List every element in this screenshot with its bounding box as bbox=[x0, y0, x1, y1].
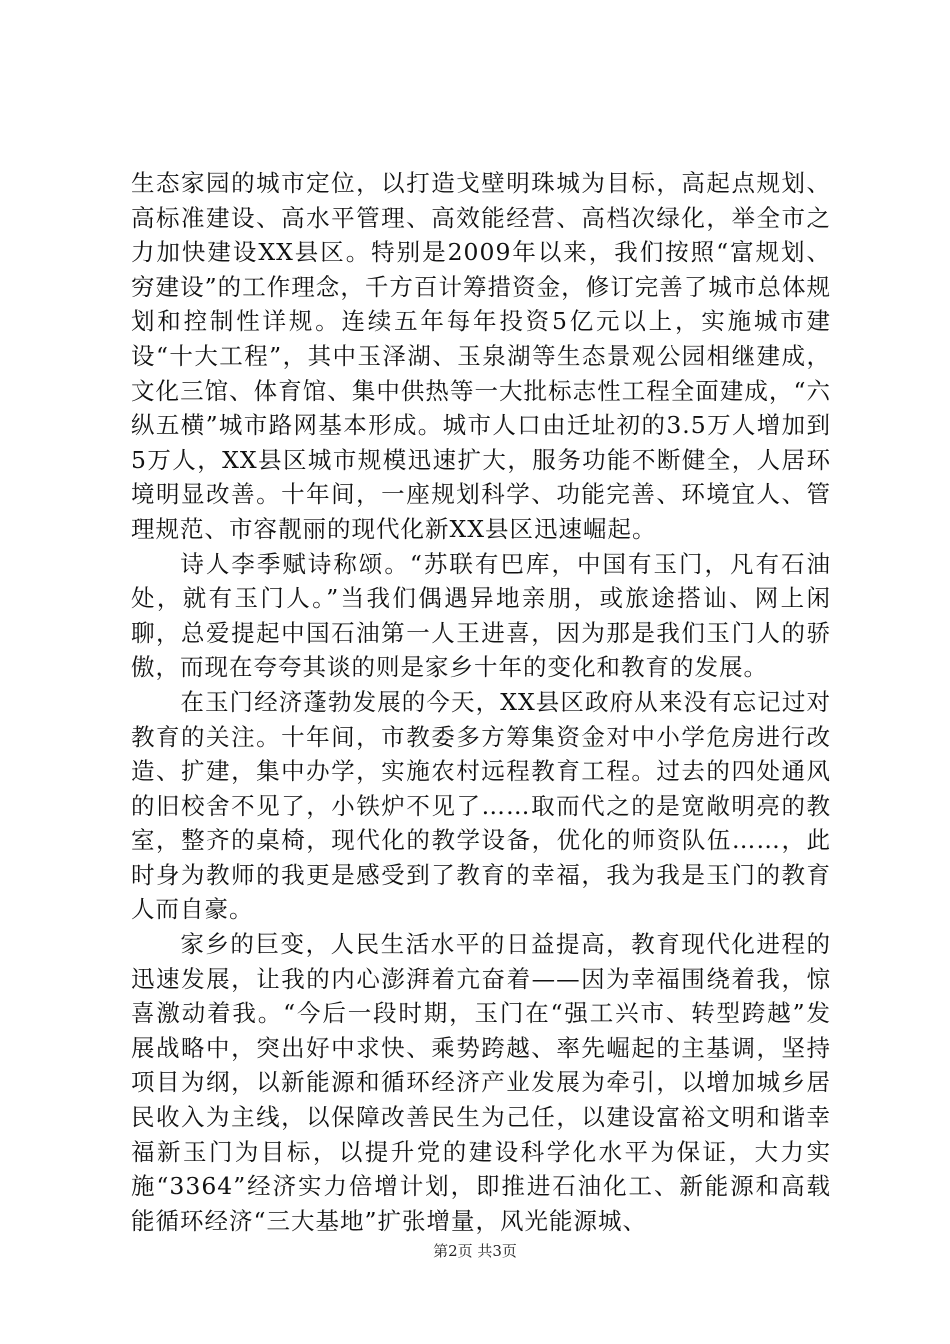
paragraph-1: 生态家园的城市定位，以打造戈壁明珠城为目标，高起点规划、高标准建设、高水平管理、高效能经营、高档次绿化，举全市之力加快建设XX县区。特别是2009年以来，我们按照“富规划、穷建设”的工作理念，千方百计筹措资金，修订完善了城市总体规划和控制性详规。连续五年每年投资5亿元以上，实施城市建设“十大工程”，其中玉泽湖、玉泉湖等生态景观公园相继建成，文化三馆、体育馆、集中供热等一大批标志性工程全面建成，“六纵五横”城市路网基本形成。城市人口由迁址初的3.5万人增加到5万人，XX县区城市规模迅速扩大，服务功能不断健全，人居环境明显改善。十年间，一座规划科学、功能完善、环境宜人、管理规范、市容靓丽的现代化新XX县区迅速崛起。 bbox=[131, 169, 831, 543]
paragraph-2: 诗人李季赋诗称颂。“苏联有巴库，中国有玉门，凡有石油处，就有玉门人。”当我们偶遇异地亲朋，或旅途搭讪、网上闲聊，总爱提起中国石油第一人王进喜，因为那是我们玉门人的骄傲，而现在夸夸其谈的则是家乡十年的变化和教育的发展。 bbox=[131, 549, 831, 682]
page-footer: 第2页 共3页 bbox=[433, 1242, 517, 1260]
paragraph-4: 家乡的巨变，人民生活水平的日益提高，教育现代化进程的迅速发展，让我的内心澎湃着亢奋着——因为幸福围绕着我，惊喜激动着我。“今后一段时期，玉门在“强工兴市、转型跨越”发展战略中，突出好中求快、乘势跨越、率先崛起的主基调，坚持项目为纲，以新能源和循环经济产业发展为牵引，以增加城乡居民收入为主线，以保障改善民生为己任，以建设富裕文明和谐幸福新玉门为目标，以提升党的建设科学化水平为保证，大力实施“3364”经济实力倍增计划，即推进石油化工、新能源和高载能循环经济“三大基地”扩张增量，风光能源城、 bbox=[131, 930, 831, 1235]
paragraph-3: 在玉门经济蓬勃发展的今天，XX县区政府从来没有忘记过对教育的关注。十年间，市教委多方筹集资金对中小学危房进行改造、扩建，集中办学，实施农村远程教育工程。过去的四处通风的旧校舍不见了，小铁炉不见了……取而代之的是宽敞明亮的教室，整齐的桌椅，现代化的教学设备，优化的师资队伍……，此时身为教师的我更是感受到了教育的幸福，我为我是玉门的教育人而自豪。 bbox=[131, 687, 831, 924]
document-body bbox=[131, 166, 831, 1238]
